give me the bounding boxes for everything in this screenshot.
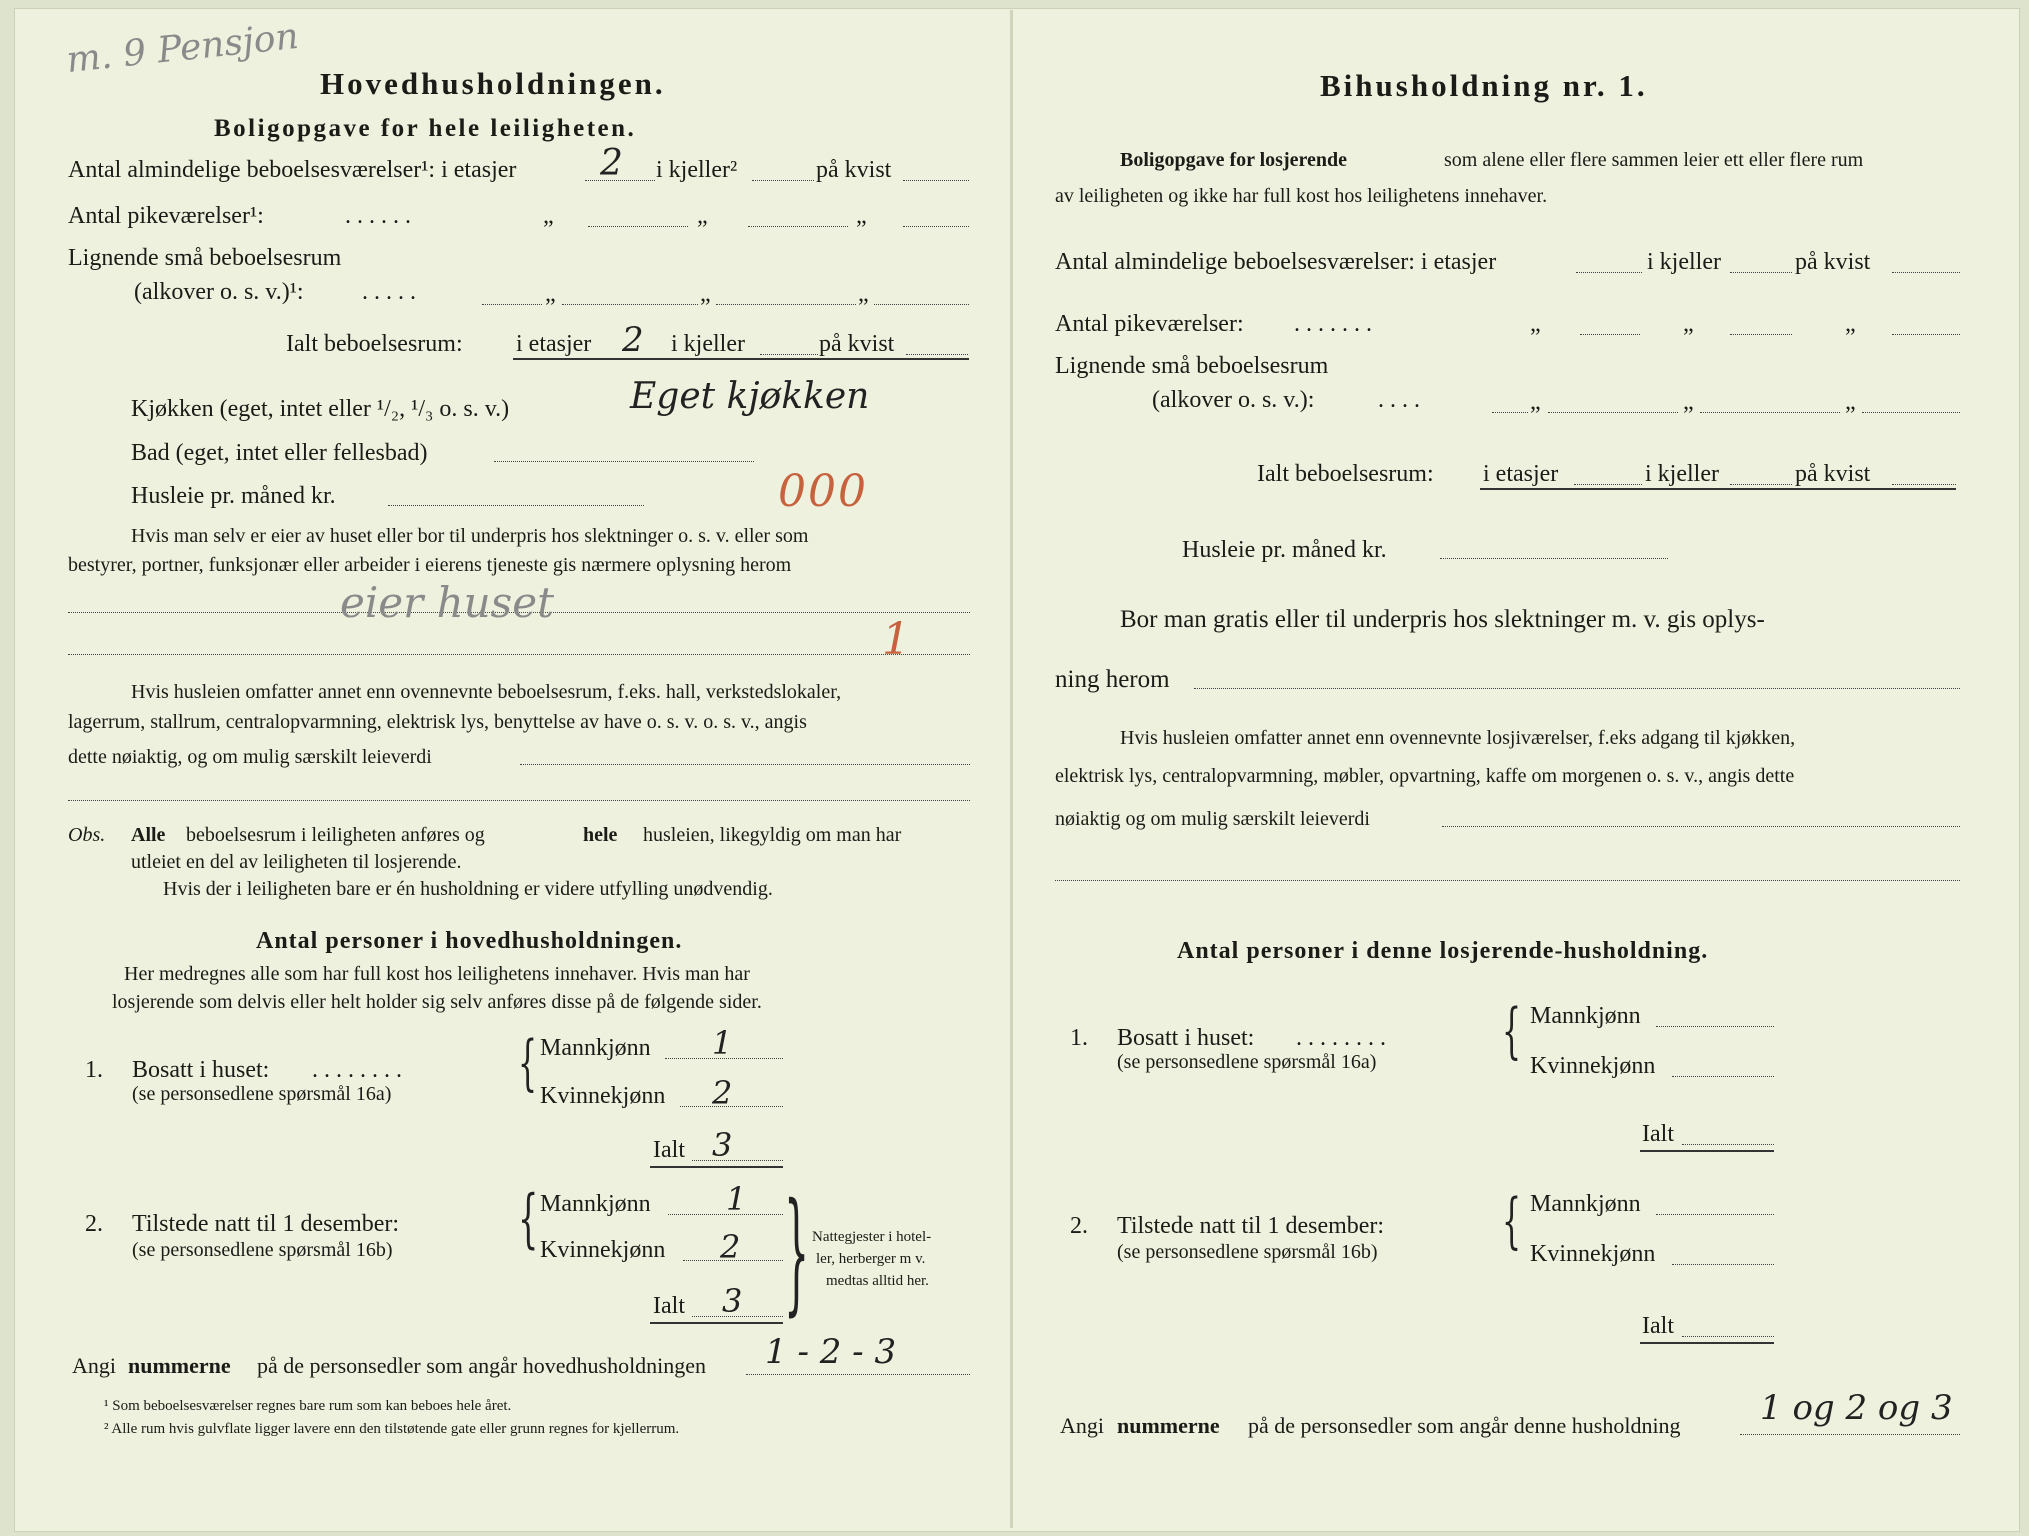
rent-value-red-crayon: 000 xyxy=(778,466,868,517)
left-q2-ialt-value: 3 xyxy=(722,1282,743,1320)
right-extra-note-line3: nøiaktig og om mulig særskilt leieverdi xyxy=(1055,808,1370,830)
right-q1-brace: { xyxy=(1502,996,1522,1066)
right-rooms-row1-label: Antal almindelige beboelsesværelser: i etasjer xyxy=(1055,249,1497,275)
owner-note-red-mark: 1 xyxy=(882,614,910,665)
right-q2-number: 2. xyxy=(1070,1213,1088,1239)
field-line xyxy=(1682,1144,1774,1145)
right-q2-kvinne-label: Kvinnekjønn xyxy=(1530,1241,1656,1267)
ditto-mark: „ xyxy=(1530,389,1541,415)
field-line xyxy=(1672,1264,1774,1265)
total-underline xyxy=(513,358,969,360)
right-rent-label: Husleie pr. måned kr. xyxy=(1182,537,1387,563)
obs-line3: Hvis der i leiligheten bare er én husholdning er videre utfylling unødvendig. xyxy=(163,878,773,900)
left-q1-kvinne-value: 2 xyxy=(712,1074,733,1112)
right-q2-mann-label: Mannkjønn xyxy=(1530,1191,1641,1217)
field-line xyxy=(1672,1076,1774,1077)
total-etasjer-value: 2 xyxy=(622,320,644,360)
right-total-rooms-label: Ialt beboelsesrum: xyxy=(1257,461,1434,487)
field-line xyxy=(482,304,542,305)
field-line xyxy=(1730,484,1792,485)
right-q1-sub: (se personsedlene spørsmål 16a) xyxy=(1117,1051,1377,1073)
right-q2-ialt-label: Ialt xyxy=(1642,1313,1674,1339)
field-line xyxy=(1892,272,1960,273)
total-kjeller-label: i kjeller xyxy=(671,331,745,357)
field-line xyxy=(760,354,818,355)
left-q1-brace: { xyxy=(518,1028,538,1098)
right-q1-ialt-underline xyxy=(1640,1150,1774,1152)
kitchen-label: Kjøkken (eget, intet eller ¹/₂, ¹/₃ o. s. v.) xyxy=(131,396,510,422)
extra-note-line1: Hvis husleien omfatter annet enn ovennevnte beboelsesrum, f.eks. hall, verkstedslokaler, xyxy=(131,681,842,703)
field-line xyxy=(1194,688,1960,689)
left-numbers-value: 1 - 2 - 3 xyxy=(765,1332,897,1372)
left-q2-closing-brace: } xyxy=(784,1175,810,1329)
ditto-mark: „ xyxy=(1683,389,1694,415)
right-total-etasjer-label: i etasjer xyxy=(1483,461,1559,487)
left-q2-kvinne-label: Kvinnekjønn xyxy=(540,1237,666,1263)
right-q2-brace: { xyxy=(1502,1186,1522,1256)
right-rooms-row3b-dots: . . . . xyxy=(1378,387,1420,413)
kitchen-value: Eget kjøkken xyxy=(630,376,870,417)
left-numbers-label-bold: nummerne xyxy=(128,1353,231,1378)
ditto-mark: „ xyxy=(545,281,556,307)
footnote-1: ¹ Som beboelsesværelser regnes bare rum som kan beboes hele året. xyxy=(104,1398,512,1414)
field-line xyxy=(748,226,848,227)
left-page-subtitle: Boligopgave for hele leiligheten. xyxy=(214,115,637,142)
total-etasjer-label: i etasjer xyxy=(516,331,592,357)
rooms-row1-label: Antal almindelige beboelsesværelser¹: i etasjer xyxy=(68,157,517,183)
field-line xyxy=(588,226,688,227)
right-intro-line2: av leiligheten og ikke har full kost hos leilighetens innehaver. xyxy=(1055,185,1548,207)
right-numbers-label-bold: nummerne xyxy=(1117,1413,1220,1438)
right-gratis-line1: Bor man gratis eller til underpris hos slektninger m. v. gis oplys- xyxy=(1120,606,1765,633)
field-line xyxy=(692,1160,783,1161)
right-q1-dots: . . . . . . . . xyxy=(1296,1025,1386,1051)
obs-line2: utleiet en del av leiligheten til losjerende. xyxy=(131,851,462,873)
rooms-row3b-label: (alkover o. s. v.)¹: xyxy=(134,279,304,305)
field-line xyxy=(1740,1434,1960,1435)
right-gratis-line2: ning herom xyxy=(1055,666,1170,693)
right-total-kjeller-label: i kjeller xyxy=(1645,461,1719,487)
field-line xyxy=(1730,272,1792,273)
ditto-mark: „ xyxy=(1683,311,1694,337)
owner-note-value: eier huset xyxy=(340,578,554,627)
obs-line1-b: husleien, likegyldig om man har xyxy=(643,824,902,846)
field-line xyxy=(520,764,970,765)
right-q2-label: Tilstede natt til 1 desember: xyxy=(1117,1213,1385,1239)
left-q2-ialt-label: Ialt xyxy=(653,1293,685,1319)
field-line xyxy=(1492,412,1528,413)
right-rooms-row3-label: Lignende små beboelsesrum xyxy=(1055,353,1329,379)
rooms-row3b-dots: . . . . . xyxy=(362,279,416,305)
field-line xyxy=(1548,412,1678,413)
owner-note-line2: bestyrer, portner, funksjonær eller arbeider i eierens tjeneste gis nærmere oplysning herom xyxy=(68,554,792,576)
etasjer-value: 2 xyxy=(600,143,623,184)
field-line xyxy=(1656,1214,1774,1215)
field-line xyxy=(716,304,856,305)
right-rooms-row2-label: Antal pikeværelser: xyxy=(1055,311,1244,337)
rooms-row2-label: Antal pikeværelser¹: xyxy=(68,203,264,229)
left-q1-mann-label: Mannkjønn xyxy=(540,1035,651,1061)
field-line xyxy=(494,461,754,462)
field-line xyxy=(1892,334,1960,335)
right-q1-number: 1. xyxy=(1070,1025,1088,1051)
right-numbers-value: 1 og 2 og 3 xyxy=(1760,1388,1953,1428)
right-total-underline xyxy=(1480,488,1956,490)
right-rooms-row2-dots: . . . . . . . xyxy=(1294,311,1372,337)
ditto-mark: „ xyxy=(1845,389,1856,415)
rooms-row2-dots: . . . . . . xyxy=(345,203,411,229)
ditto-mark: „ xyxy=(1845,311,1856,337)
field-line xyxy=(68,800,970,801)
right-q2-sub: (se personsedlene spørsmål 16b) xyxy=(1117,1241,1378,1263)
field-line xyxy=(1055,880,1960,881)
right-total-kvist-label: på kvist xyxy=(1795,461,1871,487)
field-line xyxy=(388,505,644,506)
left-q1-sub: (se personsedlene spørsmål 16a) xyxy=(132,1083,392,1105)
kvist-field-line xyxy=(903,180,969,181)
left-q1-mann-value: 1 xyxy=(712,1024,733,1062)
right-kvist-label: på kvist xyxy=(1795,249,1871,275)
field-line xyxy=(903,226,969,227)
extra-note-line2: lagerrum, stallrum, centralopvarmning, elektrisk lys, benyttelse av have o. s. v. o. s. v., angis xyxy=(68,711,807,733)
left-q2-side-note1: Nattegjester i hotel- xyxy=(812,1229,932,1245)
left-numbers-label-a: Angi xyxy=(72,1353,116,1378)
field-line xyxy=(906,354,968,355)
left-q2-label: Tilstede natt til 1 desember: xyxy=(132,1211,400,1237)
kjeller-field-line xyxy=(752,180,814,181)
left-q1-dots: . . . . . . . . xyxy=(312,1057,402,1083)
right-q2-ialt-underline xyxy=(1640,1342,1774,1344)
left-persons-intro2: losjerende som delvis eller helt holder sig selv anføres disse på de følgende sider. xyxy=(112,991,762,1013)
field-line xyxy=(1576,272,1642,273)
obs-prefix: Obs. xyxy=(68,824,106,846)
left-q2-ialt-underline xyxy=(650,1322,783,1324)
left-page-title: Hovedhusholdningen. xyxy=(320,66,666,101)
left-q2-number: 2. xyxy=(85,1211,103,1237)
extra-note-line3: dette nøiaktig, og om mulig særskilt leieverdi xyxy=(68,746,432,768)
right-kjeller-label: i kjeller xyxy=(1647,249,1721,275)
field-line xyxy=(562,304,698,305)
ditto-mark: „ xyxy=(858,281,869,307)
left-q1-number: 1. xyxy=(85,1057,103,1083)
right-numbers-label-b: på de personsedler som angår denne husholdning xyxy=(1248,1413,1681,1438)
right-rooms-row3b-label: (alkover o. s. v.): xyxy=(1152,387,1315,413)
right-page-title: Bihusholdning nr. 1. xyxy=(1320,68,1648,103)
right-numbers-label-a: Angi xyxy=(1060,1413,1104,1438)
field-line xyxy=(1700,412,1840,413)
right-q1-mann-label: Mannkjønn xyxy=(1530,1003,1641,1029)
right-q1-ialt-label: Ialt xyxy=(1642,1121,1674,1147)
field-line xyxy=(874,304,969,305)
kvist-label: på kvist xyxy=(816,157,892,183)
field-line xyxy=(1862,412,1960,413)
left-q1-ialt-label: Ialt xyxy=(653,1137,685,1163)
total-rooms-label: Ialt beboelsesrum: xyxy=(286,331,463,357)
field-line xyxy=(1656,1026,1774,1027)
obs-word-alle: Alle xyxy=(131,824,166,846)
rent-label: Husleie pr. måned kr. xyxy=(131,483,336,509)
bath-label: Bad (eget, intet eller fellesbad) xyxy=(131,440,428,466)
kjeller-label: i kjeller² xyxy=(656,157,738,183)
field-line xyxy=(1730,334,1792,335)
obs-line1-a: beboelsesrum i leiligheten anføres og xyxy=(186,824,485,846)
center-fold xyxy=(1010,10,1013,1528)
right-q1-kvinne-label: Kvinnekjønn xyxy=(1530,1053,1656,1079)
field-line xyxy=(1442,826,1960,827)
total-kvist-label: på kvist xyxy=(819,331,895,357)
left-q1-ialt-value: 3 xyxy=(712,1126,733,1164)
right-extra-note-line2: elektrisk lys, centralopvarmning, møbler, opvartning, kaffe om morgenen o. s. v., angis dette xyxy=(1055,765,1795,787)
right-persons-heading: Antal personer i denne losjerende-husholdning. xyxy=(1177,938,1709,964)
field-line xyxy=(68,654,970,655)
field-line xyxy=(746,1374,970,1375)
left-q1-label: Bosatt i huset: xyxy=(132,1057,270,1083)
ditto-mark: „ xyxy=(697,203,708,229)
left-q2-side-note2: ler, herberger m v. xyxy=(816,1251,926,1267)
left-persons-heading: Antal personer i hovedhusholdningen. xyxy=(256,928,683,954)
field-line xyxy=(1892,484,1956,485)
ditto-mark: „ xyxy=(700,281,711,307)
owner-note-line1: Hvis man selv er eier av huset eller bor til underpris hos slektninger o. s. v. eller som xyxy=(131,525,809,547)
ditto-mark: „ xyxy=(1530,311,1541,337)
footnote-2: ² Alle rum hvis gulvflate ligger lavere enn den tilstøtende gate eller grunn regnes for kjellerrum. xyxy=(104,1421,680,1437)
left-numbers-label-b: på de personsedler som angår hovedhusholdningen xyxy=(257,1353,707,1378)
obs-word-hele: hele xyxy=(583,824,618,846)
left-q2-side-note3: medtas alltid her. xyxy=(826,1273,929,1289)
field-line xyxy=(1440,558,1668,559)
field-line xyxy=(1580,334,1640,335)
field-line xyxy=(1574,484,1642,485)
left-q2-mann-label: Mannkjønn xyxy=(540,1191,651,1217)
left-q2-kvinne-value: 2 xyxy=(720,1228,741,1266)
left-q1-kvinne-label: Kvinnekjønn xyxy=(540,1083,666,1109)
left-persons-intro1: Her medregnes alle som har full kost hos leilighetens innehaver. Hvis man har xyxy=(124,963,750,985)
pencil-annotation: m. 9 Pensjon xyxy=(64,15,301,82)
ditto-mark: „ xyxy=(543,203,554,229)
right-intro-bold: Boligopgave for losjerende xyxy=(1120,149,1348,171)
left-q2-sub: (se personsedlene spørsmål 16b) xyxy=(132,1239,393,1261)
left-q2-brace: { xyxy=(518,1182,539,1256)
right-intro-line1: som alene eller flere sammen leier ett eller flere rum xyxy=(1444,149,1864,171)
field-line xyxy=(1682,1336,1774,1337)
left-q2-mann-value: 1 xyxy=(726,1180,747,1218)
right-q1-label: Bosatt i huset: xyxy=(1117,1025,1255,1051)
rooms-row3-label: Lignende små beboelsesrum xyxy=(68,245,342,271)
ditto-mark: „ xyxy=(856,203,867,229)
right-extra-note-line1: Hvis husleien omfatter annet enn ovennevnte losjiværelser, f.eks adgang til kjøkken, xyxy=(1120,727,1796,749)
left-q1-ialt-underline xyxy=(650,1166,783,1168)
